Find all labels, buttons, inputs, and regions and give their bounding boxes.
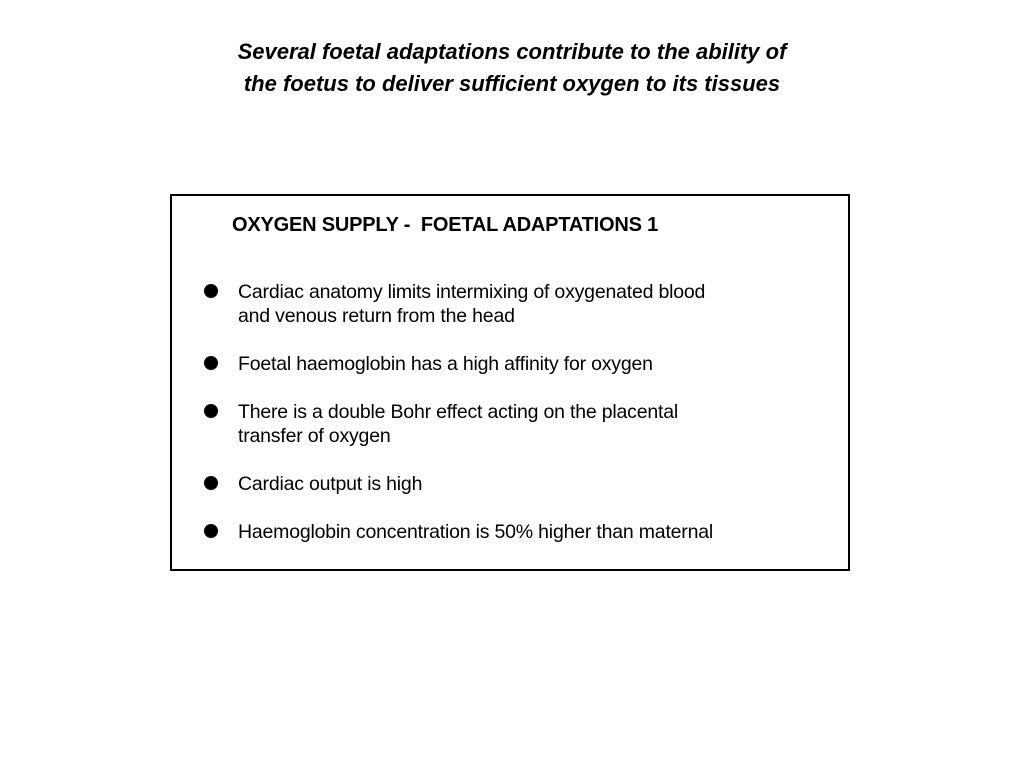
list-item (202, 280, 802, 328)
bullet-dot-icon (204, 524, 218, 538)
slide-title (112, 36, 912, 100)
bullet-dot-icon (204, 356, 218, 370)
bullet-dot-icon (204, 284, 218, 298)
bullet-text-line: There is a double Bohr effect acting on the placental (238, 401, 679, 423)
bullet-text-line: Haemoglobin concentration is 50% higher than maternal (238, 521, 714, 543)
bullet-text-line: Cardiac anatomy limits intermixing of oxygenated blood (238, 281, 706, 303)
list-item (202, 400, 802, 448)
slide-title-line-1: Several foetal adaptations contribute to the ability of (237, 39, 787, 64)
bullet-text-line: transfer of oxygen (238, 425, 391, 447)
bullet-text-line: and venous return from the head (238, 305, 515, 327)
content-box (170, 194, 850, 571)
list-item (202, 352, 802, 376)
slide-title-line-2: the foetus to deliver sufficient oxygen to its tissues (243, 71, 781, 96)
bullet-list (202, 280, 802, 568)
bullet-dot-icon (204, 404, 218, 418)
bullet-dot-icon (204, 476, 218, 490)
bullet-text-line: Foetal haemoglobin has a high affinity for oxygen (238, 353, 653, 375)
bullet-text-line: Cardiac output is high (238, 473, 423, 495)
list-item (202, 520, 802, 544)
list-item (202, 472, 802, 496)
box-heading: OXYGEN SUPPLY - FOETAL ADAPTATIONS 1 (232, 214, 658, 236)
